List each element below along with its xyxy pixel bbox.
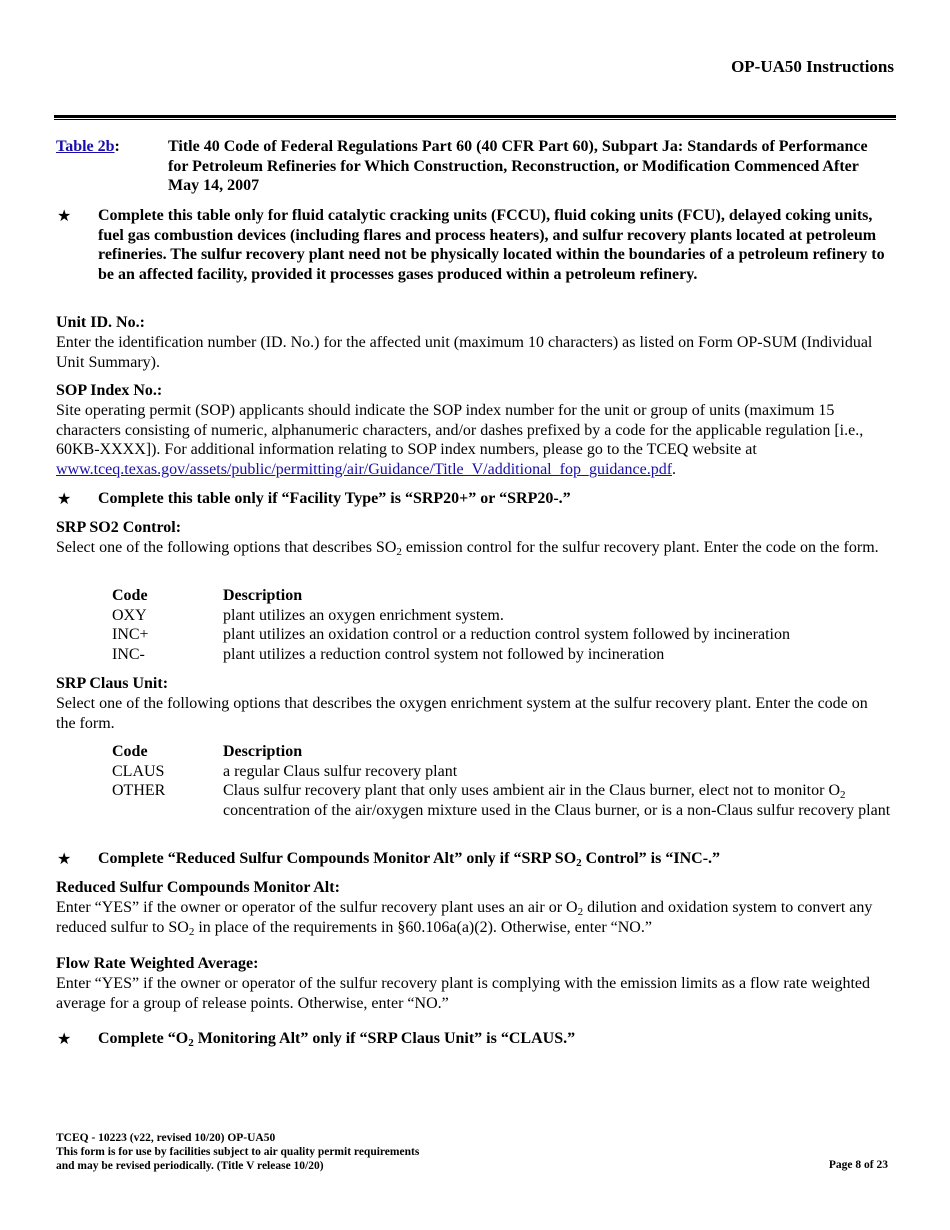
sop-index-body: Site operating permit (SOP) applicants should indicate the SOP index number for the unit or group of units (maximum 15 characters consisting of numeric, alphanumeric characters, and/or dashes prefixed by a code for the applicable regulation [i.e., 60KB-XXXX]). For additional information relating to SOP index numbers, please go to the TCEQ website at bbox=[56, 402, 864, 458]
page-number: Page 8 of 23 bbox=[828, 1159, 888, 1171]
bullet-rsc-monitor: Complete “Reduced Sulfur Compounds Monitor Alt” only if “SRP $SO_2$ Control” is “INC-.” bbox=[98, 850, 721, 869]
flow-rate-text: Enter “YES” if the owner or operator of the sulfur recovery plant is complying with the emission limits as a flow rate weighted average for a group of release points. Otherwise, enter “NO.” bbox=[56, 975, 870, 1012]
srp-so2-heading: SRP SO2 Control: bbox=[56, 519, 182, 536]
footer-line-2: This form is for use by facilities subject to air quality permit requirements bbox=[56, 1146, 420, 1158]
code-cell: INC+ bbox=[112, 626, 149, 643]
sop-index-text bbox=[56, 401, 894, 479]
col-code-header: Code bbox=[112, 587, 148, 604]
description-cell: plant utilizes an oxidation control or a reduction control system followed by incineration bbox=[223, 626, 790, 643]
srp-claus-text: Select one of the following options that describes the oxygen enrichment system at the sulfur recovery plant. Enter the code on the form. bbox=[56, 695, 868, 732]
code-cell: INC- bbox=[112, 645, 145, 663]
table-header-row bbox=[112, 742, 892, 762]
code-cell: CLAUS bbox=[112, 762, 165, 780]
table-row bbox=[112, 645, 892, 665]
code-cell: OXY bbox=[112, 606, 147, 624]
footer-line-1: TCEQ - 10223 (v22, revised 10/20) OP-UA50 bbox=[56, 1132, 276, 1144]
star-bullet-icon: ★ bbox=[57, 491, 72, 508]
bullet-facility-type: Complete this table only if “Facility Type” is “SRP20+” or “SRP20-.” bbox=[98, 490, 571, 507]
sop-index-period: . bbox=[672, 460, 677, 478]
footer-form-info bbox=[56, 1131, 419, 1173]
srp-claus-code-table bbox=[112, 742, 892, 820]
table-row bbox=[112, 781, 892, 820]
table-row bbox=[112, 762, 892, 782]
flow-rate-heading: Flow Rate Weighted Average: bbox=[56, 955, 259, 972]
description-cell: plant utilizes an oxygen enrichment system. bbox=[223, 606, 504, 624]
srp-so2-code-table bbox=[112, 586, 892, 664]
unit-id-heading: Unit ID. No.: bbox=[56, 314, 145, 331]
srp-claus-heading: SRP Claus Unit: bbox=[56, 675, 169, 692]
table-header-row bbox=[112, 586, 892, 606]
star-bullet-icon: ★ bbox=[57, 208, 72, 225]
footer-line-3: and may be revised periodically. (Title V release 10/20) bbox=[56, 1160, 324, 1172]
unit-id-text: Enter the identification number (ID. No.) for the affected unit (maximum 10 characters) as listed on Form OP-SUM (Individual Unit Summary). bbox=[56, 334, 873, 371]
sop-index-heading: SOP Index No.: bbox=[56, 382, 163, 399]
col-description-header: Description bbox=[223, 743, 303, 760]
page-header-title: OP-UA50 Instructions bbox=[731, 57, 894, 76]
srp-so2-text: Select one of the following options that describes $SO_2$ emission control for the sulfur recovery plant. Enter the code on the form. bbox=[56, 539, 879, 558]
description-cell: plant utilizes a reduction control system not followed by incineration bbox=[223, 645, 665, 663]
col-code-header: Code bbox=[112, 743, 148, 760]
code-cell: OTHER bbox=[112, 782, 166, 799]
star-bullet-icon: ★ bbox=[57, 851, 72, 868]
header-rule-thin bbox=[54, 119, 896, 120]
table-heading-colon: : bbox=[114, 138, 120, 155]
description-cell: a regular Claus sulfur recovery plant bbox=[223, 762, 458, 780]
bullet-o2-monitoring: Complete “$O_2$ Monitoring Alt” only if “SRP Claus Unit” is “CLAUS.” bbox=[98, 1030, 576, 1049]
tceq-guidance-link[interactable]: www.tceq.texas.gov/assets/public/permitting/air/Guidance/Title_V/additional_fop_guidance.pdf bbox=[56, 460, 673, 478]
star-bullet-icon: ★ bbox=[57, 1031, 72, 1048]
table-2b-link[interactable]: Table 2b bbox=[56, 138, 115, 155]
rsc-heading: Reduced Sulfur Compounds Monitor Alt: bbox=[56, 879, 340, 896]
rsc-text: Enter “YES” if the owner or operator of the sulfur recovery plant uses an air or $O_2$ dilution and oxidation system to convert any reduced sulfur to $SO_2$ in place of the requirements in §60.106a(a)(2). Otherwise, enter “NO.” bbox=[56, 899, 873, 938]
description-cell: Claus sulfur recovery plant that only uses ambient air in the Claus burner, elect not to monitor $O_2$ concentration of the air/oxygen mixture used in the Claus burner, or is a non-Claus sulfur recovery plant bbox=[223, 782, 891, 819]
table-heading-title: Title 40 Code of Federal Regulations Part 60 (40 CFR Part 60), Subpart Ja: Standards of Performance for Petroleum Refineries for Which Construction, Reconstruction, or Modification Commenced After May 14, 2007 bbox=[168, 138, 868, 194]
table-row bbox=[112, 606, 892, 626]
table-row bbox=[112, 625, 892, 645]
header-rule bbox=[54, 115, 896, 118]
bullet-facility-scope: Complete this table only for fluid catalytic cracking units (FCCU), fluid coking units (FCU), delayed coking units, fuel gas combustion devices (including flares and process heaters), and sulfur recovery plants located at petroleum refineries. The sulfur recovery plant need not be physically located within the boundaries of a petroleum refinery to be an affected facility, provided it processes gases produced within a petroleum refinery. bbox=[98, 207, 885, 283]
table-heading bbox=[56, 137, 896, 194]
col-description-header: Description bbox=[223, 587, 303, 604]
